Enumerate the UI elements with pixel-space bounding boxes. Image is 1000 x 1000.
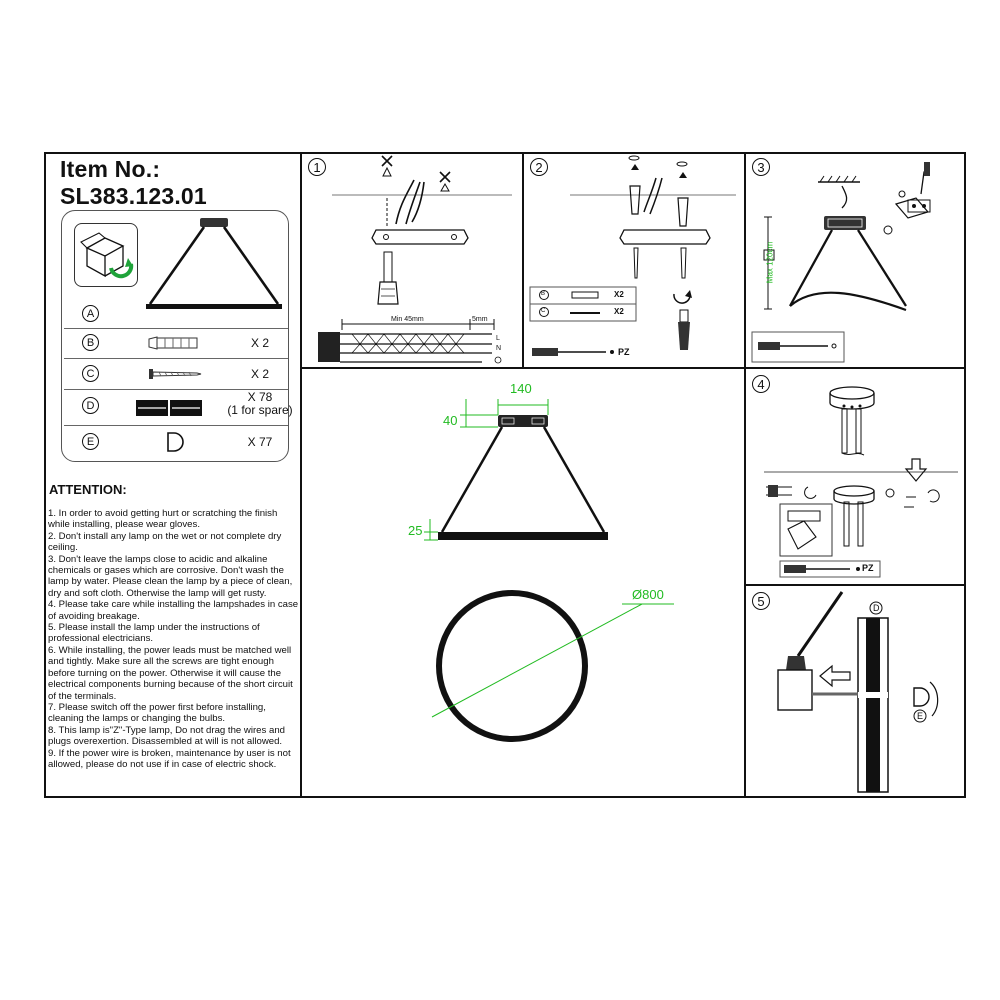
item-label: Item No.: bbox=[60, 156, 161, 182]
step-4-panel bbox=[746, 369, 964, 584]
strip-min-label: Min 45mm bbox=[391, 316, 424, 323]
strip-length-label: 5mm bbox=[472, 316, 488, 323]
attention-item: 5. Please install the lamp under the instructions of professional electricians. bbox=[48, 622, 260, 645]
max-height-label: Max 120cm bbox=[765, 241, 775, 284]
dimensions-panel bbox=[302, 369, 744, 796]
step-4-number: 4 bbox=[752, 375, 770, 393]
attention-list bbox=[48, 508, 300, 770]
attention-item: 3. Don't leave the lamps close to acidic and alkaline chemicals or gases which are corrosive. Don't wash the lamp by water. Please clean the lamp by a piece of clean, dry and soft cloth. Otherwise the lamp will get rusty. bbox=[48, 553, 293, 599]
part-b-qty: X2 bbox=[614, 290, 624, 299]
step-2-number: 2 bbox=[530, 158, 548, 176]
step-1-diagram bbox=[302, 154, 522, 367]
dimension-diagram bbox=[302, 369, 744, 796]
part-qty-b: X 2 bbox=[250, 336, 269, 350]
part-e-letter: E bbox=[917, 711, 924, 721]
step-2-panel bbox=[524, 154, 744, 367]
parts-list bbox=[61, 210, 293, 462]
part-c-qty: X2 bbox=[614, 307, 624, 316]
attention-item: 8. This lamp is"Z"-Type lamp, Do not drag the wires and plugs overexertion. Disassembled at will is not allowed. bbox=[48, 724, 285, 748]
wire-l-label: L bbox=[496, 335, 500, 342]
step-2-diagram bbox=[524, 154, 744, 367]
screw-icon bbox=[147, 368, 203, 380]
part-letter-c: C bbox=[82, 365, 99, 382]
width-dimension: 140 bbox=[510, 381, 532, 396]
part-qty-d: X 78 bbox=[247, 390, 273, 404]
step-3-panel bbox=[746, 154, 964, 367]
attention-item: 1. In order to avoid getting hurt or scratching the finish while installing, please wear gloves. bbox=[48, 508, 278, 531]
step-1-panel bbox=[302, 154, 522, 367]
part-letter-d: D bbox=[82, 397, 99, 414]
step-3-diagram bbox=[746, 154, 964, 367]
instruction-sheet bbox=[44, 152, 966, 798]
wire-n-label: N bbox=[496, 345, 502, 352]
step-5-diagram bbox=[746, 586, 964, 796]
part-letter-e: E bbox=[82, 433, 99, 450]
step-5-number: 5 bbox=[752, 592, 770, 610]
attention-item: 6. While installing, the power leads must be matched well and tightly. Make sure all the screws are tight enough before turning on the power. Otherwise it will cause the electrical components burning because of the short circuit of the terminals. bbox=[48, 644, 293, 702]
screwdriver-type-label: PZ bbox=[862, 563, 874, 573]
attention-title: ATTENTION: bbox=[49, 482, 127, 497]
step-1-number: 1 bbox=[308, 158, 326, 176]
lamp-overview-icon bbox=[144, 216, 284, 316]
ring-segment-icon bbox=[135, 398, 203, 418]
attention-item: 4. Please take care while installing the lampshades in case of avoiding breakage. bbox=[48, 599, 299, 622]
clip-icon bbox=[162, 430, 188, 454]
part-b-letter: B bbox=[541, 291, 546, 297]
attention-item: 7. Please switch off the power first before installing, cleaning the lamps or changing the bulbs. bbox=[48, 701, 266, 725]
part-letter-a: A bbox=[82, 305, 99, 322]
diameter-dimension: Ø800 bbox=[632, 587, 664, 602]
screwdriver-type-label: PZ bbox=[618, 347, 630, 357]
left-panel bbox=[46, 154, 300, 796]
part-qty-d-note: (1 for spare) bbox=[227, 403, 293, 417]
step-4-diagram bbox=[746, 369, 964, 584]
attention-item: 9. If the power wire is broken, maintenance by user is not allowed, please do not use if in case of electric shock. bbox=[48, 747, 291, 770]
height-dimension: 40 bbox=[443, 413, 458, 428]
part-letter-b: B bbox=[82, 334, 99, 351]
step-3-number: 3 bbox=[752, 158, 770, 176]
wall-plug-icon bbox=[147, 335, 201, 351]
step-5-panel bbox=[746, 586, 964, 796]
part-qty-e: X 77 bbox=[247, 435, 273, 449]
part-c-letter: C bbox=[541, 308, 546, 314]
ring-thickness-dimension: 25 bbox=[408, 523, 423, 538]
box-icon bbox=[74, 223, 138, 287]
attention-item: 2. Don't install any lamp on the wet or not complete dry ceiling. bbox=[48, 530, 282, 554]
part-qty-c: X 2 bbox=[250, 367, 269, 381]
item-number: SL383.123.01 bbox=[60, 183, 207, 209]
part-d-letter: D bbox=[873, 603, 880, 613]
